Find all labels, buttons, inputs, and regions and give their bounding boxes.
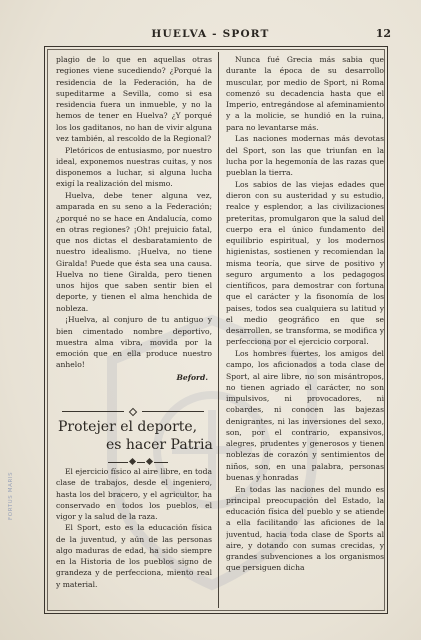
- article-body: [56, 466, 212, 608]
- paragraph: En todas las naciones del mundo es principal preocupación del Estado, la educación física del pueblo y se atiende a ella facilitando las aficiones de la juventud, hacia toda clase de Sports al aire, y dotando con sumas crecidas, y grandes subvenciones a los organismos que persiguen dicha: [226, 484, 384, 573]
- article-title-line-2: es hacer Patria: [106, 437, 213, 453]
- diamond-ornament-icon: [129, 458, 136, 465]
- archive-stamp-label: FORTUS MARIS: [8, 471, 14, 520]
- diamond-ornament-icon: [129, 407, 137, 415]
- title-ornament: [108, 458, 168, 466]
- diamond-ornament-icon: [146, 458, 153, 465]
- paragraph: Huelva, debe tener alguna vez, amparada en su seno a la Federación; ¿porqué no se hace en Andalucía, como en otras regiones? ¡Oh! prejuicio fatal, que nos dictas el desbaratamiento de nuestro idealismo. ¡Huelva, no tiene Giralda! Puede que ésta sea una causa. Huelva no tiene Giralda, pero tienen unos hijos que saben sentir bien el deporte, y tienen el alma henchida de nobleza.: [56, 191, 212, 313]
- section-separator: [56, 407, 212, 417]
- paragraph: El ejercicio físico al aire libre, en toda clase de trabajos, desde el ingeniero, hasta los del bracero, y el agricultor, ha conservado en todos los pueblos, el vigor y la salud de la raza.: [56, 467, 212, 521]
- left-column-text: [56, 54, 212, 406]
- paragraph: Las naciones modernas más devotas del Sport, son las que triunfan en la lucha por la hegemonía de las razas que pueblan la tierra.: [226, 134, 384, 177]
- page-number: 12: [375, 27, 391, 40]
- author-signature: Beford.: [176, 372, 208, 382]
- paragraph: Nunca fué Grecia más sabia que durante la época de su desarrollo muscular, por medio de Sport, ni Roma comenzó su decadencia hasta que el Imperio, entregándose al afeminamiento y a la molicie, se hundió en la ruina, para no levantarse más.: [226, 55, 384, 132]
- magazine-title: HUELVA - SPORT: [151, 28, 270, 40]
- paragraph: Los hombres fuertes, los amigos del campo, los aficionados a toda clase de Sport, al aire libre, no son misántropos, no tienen agriado el carácter, no son impulsivos, ni provocadores, ni cobardes, ni conocen las bajezas denigrantes, ni las inversiones del sexo, son, por el contrario, expansivos, alegres, prudentes y generosos y tienen noblezas de corazón y sentimientos de niños, son, en una palabra, personas buenas y honradas: [226, 349, 384, 482]
- column-divider: [218, 52, 219, 608]
- paragraph: El Sport, esto es la educación física de la juventud, y aún de las personas algo maduras de edad, ha sido siempre en la Historia de los pueblos signo de grandeza y de perfecciona, miento real y material.: [56, 523, 212, 589]
- paragraph: Los sabios de las viejas edades que dieron con su austeridad y su estudio, realce y esplendor, a las civilizaciones preteritas, promulgaron que la salud del cuerpo era el único fundamento del equilibrio espiritual, y los modernos higienistas, sostienen y recomiendan la misma teoría, que sirve de positivo y seguro argumento a los pedagogos científicos, para demostrar con fortuna que el carácter y la fisonomía de los paises, todos sea cualquiera su latitud y el medio geográfico en que se desarrollen, se transforma, se modifica y perfecciona por el ejercicio corporal.: [226, 179, 384, 347]
- article-title-line-1: Protejer el deporte,: [58, 419, 198, 435]
- paragraph: ¡Huelva, al conjuro de tu antiguo y bien cimentado nombre deportivo, muestra alma vibra, movida por la emoción que en ella produce nuestro anhelo!: [56, 315, 212, 370]
- paragraph: Pletóricos de entusiasmo, por nuestro ideal, exponemos nuestras cuitas, y nos disponemos a luchar, si alguna lucha exigí la realización del mismo.: [56, 145, 212, 189]
- paragraph: plagio de lo que en aquellas otras regiones viene sucediendo? ¿Porqué la residencia de la Federación, ha de supeditarme a Sevilla, como si esa residencia fuera un inmueble, y no la hemos de tener en Huelva? ¿Y porqué los los gaditanos, no han de vivir alguna vez también, al rescoldo de la Regional?: [56, 55, 212, 143]
- right-column-text: [226, 54, 384, 604]
